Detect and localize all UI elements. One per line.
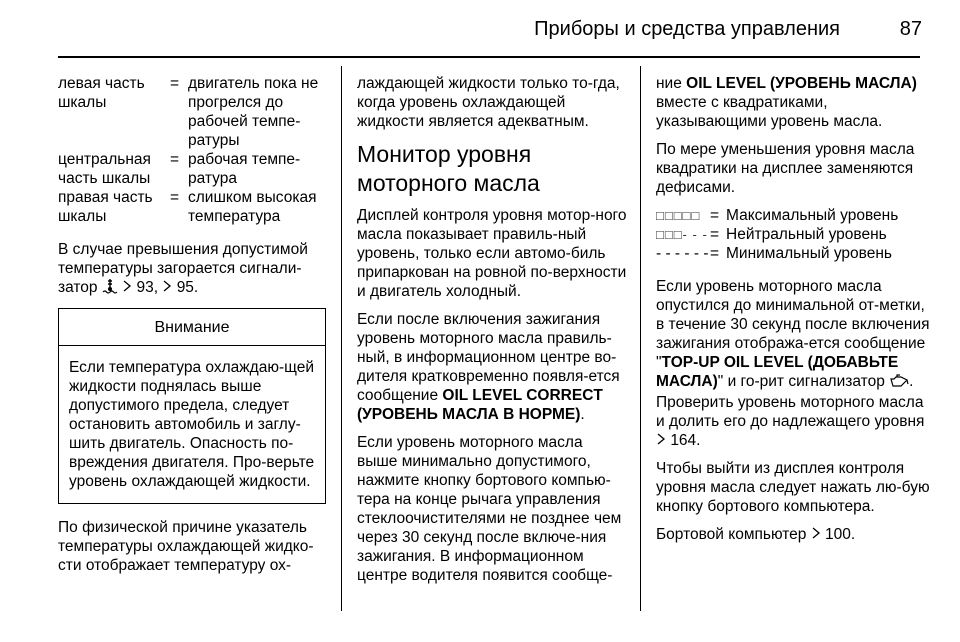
table-equals: = [170,151,180,168]
paragraph-text: . [580,406,585,423]
page-reference-link[interactable]: 100. [825,526,856,543]
level-equals: = [710,245,720,262]
header-rule [58,56,920,58]
paragraph [656,277,931,450]
paragraph-text: " и го-рит сигнализатор [717,373,885,390]
table-description: слишком высокая температура [188,189,317,225]
paragraph: По мере уменьшения уровня масла квадратики на дисплее заменяются дефисами. [656,141,915,196]
column-1 [58,74,326,584]
page-title: Приборы и средства управления [534,18,840,40]
page-reference-link[interactable]: 164. [670,432,701,449]
paragraph: Дисплей контроля уровня мотор-ного масла показывает правиль-ный уровень, только если автомо-биль припаркован на ровной по-верхности и двигатель холодный. [357,207,627,300]
table-term: правая часть шкалы [58,189,153,225]
paragraph [656,525,931,544]
level-symbol: - - - - - - [656,245,709,262]
level-description: Нейтральный уровень [726,226,887,243]
level-symbol: □□□- - - [656,227,708,242]
table-equals: = [170,189,180,206]
column-2 [357,74,627,594]
paragraph-text: Если после включения зажигания уровень моторного масла правиль-ный, в информационном центре во-дителя кратковременно появля-ется сообщение [357,311,620,404]
page-reference-link[interactable]: 95. [176,279,199,296]
paragraph-text: ние [656,75,682,92]
table-description: двигатель пока не прогрелся до рабочей темпе-ратуры [188,75,319,149]
paragraph [656,74,931,131]
paragraph-text: В случае превышения допустимой температуры загорается сигнали-затор [58,241,308,296]
list-item [656,225,931,244]
reference-arrow-icon [162,278,172,297]
oil-level-legend [656,206,931,263]
display-message: TOP-UP OIL LEVEL (ДОБАВЬТЕ МАСЛА) [656,354,899,390]
level-equals: = [710,207,720,224]
section-heading: Монитор уровня моторного масла [357,141,540,196]
table-equals: = [170,75,180,92]
paragraph: лаждающей жидкости только то-гда, когда уровень охлаждающей жидкости является адекватным. [357,75,620,130]
reference-arrow-icon [811,525,821,544]
paragraph [58,240,326,299]
oil-can-icon [889,374,909,393]
column-divider-2 [640,66,641,611]
paragraph [357,310,627,424]
list-item [656,206,931,225]
page-header [0,0,960,56]
page-number: 87 [899,18,922,40]
paragraph: Если уровень моторного масла выше минимально допустимого, нажмите кнопку бортового компью-тера на конце рычага управления стеклоочистителями не позднее чем через 30 секунд после включе-ния зажигания. В информационном центре водителя появится сообще- [357,434,622,584]
warning-box [58,308,326,504]
display-message: OIL LEVEL CORRECT (УРОВЕНЬ МАСЛА В НОРМЕ) [357,387,603,423]
level-symbol: □□□□□ [656,208,701,223]
warning-body: Если температура охлаждаю-щей жидкости поднялась выше допустимого предела, следует остановить автомобиль и заглу-шить двигатель. Опасность по-вреждения двигателя. Про-верьте уровень охлаждающей жидкости. [69,359,315,490]
paragraph: По физической причине указатель температуры охлаждающей жидко-сти отображает температуру ох- [58,519,314,574]
temperature-gauge-table [58,74,326,226]
paragraph-text: Если уровень моторного масла опустился до минимальной от-метки, в течение 30 секунд после включения зажигания отобража-ется сообщение " [656,278,930,371]
table-row [58,150,326,188]
table-term: центральная часть шкалы [58,151,151,187]
level-description: Максимальный уровень [726,207,899,224]
paragraph: Чтобы выйти из дисплея контроля уровня масла следует нажать лю-бую кнопку бортового компьютера. [656,460,930,515]
coolant-temperature-icon [102,278,118,299]
paragraph-text: . Проверить уровень моторного масла и долить его до надлежащего уровня [656,373,925,430]
reference-arrow-icon [656,431,666,450]
level-description: Минимальный уровень [726,245,892,262]
column-3 [656,74,931,553]
table-row [58,74,326,150]
paragraph-text: Бортовой компьютер [656,526,807,543]
table-row [58,188,326,226]
table-description: рабочая темпе-ратура [188,151,301,187]
page-reference-link[interactable]: 93, [136,279,159,296]
warning-title: Внимание [59,309,325,346]
column-divider-1 [341,66,342,611]
table-term: левая часть шкалы [58,75,145,111]
list-item [656,244,931,263]
display-message: OIL LEVEL (УРОВЕНЬ МАСЛА) [686,75,917,92]
level-equals: = [710,226,720,243]
paragraph-text: вместе с квадратиками, указывающими уровень масла. [656,94,883,130]
reference-arrow-icon [122,278,132,297]
